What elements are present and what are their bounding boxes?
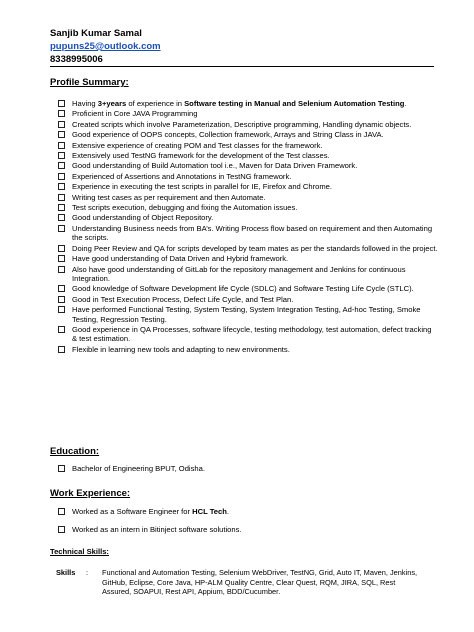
bullet-box-icon bbox=[58, 508, 65, 515]
bullet-box-icon bbox=[58, 285, 65, 292]
list-item bbox=[58, 244, 438, 253]
header-divider bbox=[50, 66, 434, 67]
bullet-box-icon bbox=[58, 225, 65, 232]
list-item bbox=[58, 203, 438, 212]
bullet-box-icon bbox=[58, 204, 65, 211]
list-item-text: Good experience in QA Processes, software lifecycle, testing methodology, test automation, defect tracking & test estimation. bbox=[72, 324, 432, 344]
bullet-box-icon bbox=[58, 526, 65, 533]
list-item bbox=[58, 305, 438, 324]
list-item bbox=[58, 193, 438, 202]
list-item-text: Good understanding of Object Repository. bbox=[72, 213, 214, 223]
list-item bbox=[58, 265, 438, 284]
list-item-text: Extensive experience of creating POM and Test classes for the framework. bbox=[72, 140, 323, 150]
bullet-box-icon bbox=[58, 183, 65, 190]
list-item-text: Experienced of Assertions and Annotations in TestNG framework. bbox=[72, 171, 292, 181]
work-item-intern: Worked as an intern in Bitinject software solutions. bbox=[72, 525, 242, 535]
skills-value: Functional and Automation Testing, Selenium WebDriver, TestNG, Grid, Auto IT, Maven, Jenkins, GitHub, Eclipse, Core Java, HP-ALM Quality Centre, Clear Quest, RQM, JIRA, SQL, Rest Assured, SOAPUI, Rest API, Appium, BDD/Cucumber. bbox=[102, 568, 418, 597]
email-link[interactable]: pupuns25@outlook.com bbox=[50, 41, 161, 52]
list-item bbox=[58, 141, 438, 150]
list-item bbox=[58, 224, 438, 243]
list-item bbox=[58, 213, 438, 222]
list-item bbox=[58, 182, 438, 191]
work-item-hcl: Worked as a Software Engineer for HCL Tech. bbox=[72, 507, 230, 516]
bullet-box-icon bbox=[58, 255, 65, 262]
list-item-text: Writing test cases as per requirement and then Automate. bbox=[72, 192, 266, 202]
bullet-box-icon bbox=[58, 100, 65, 107]
bullet-box-icon bbox=[58, 131, 65, 138]
bullet-box-icon bbox=[58, 306, 65, 313]
list-item-text: Extensively used TestNG framework for the development of the Test classes. bbox=[72, 151, 330, 161]
skills-colon: : bbox=[86, 568, 89, 577]
bullet-box-icon bbox=[58, 173, 65, 180]
bullet-box-icon bbox=[58, 266, 65, 273]
list-item bbox=[58, 161, 438, 170]
list-item-text: Have good understanding of Data Driven and Hybrid framework. bbox=[72, 254, 289, 264]
list-item bbox=[58, 172, 438, 181]
list-item bbox=[58, 130, 438, 139]
profile-summary-list bbox=[58, 99, 438, 355]
list-item-text: Test scripts execution, debugging and fixing the Automation issues. bbox=[72, 203, 298, 213]
bullet-box-icon bbox=[58, 245, 65, 252]
list-item-text: Good understanding of Build Automation tool i.e., Maven for Data Driven Framework. bbox=[72, 161, 358, 171]
list-item bbox=[58, 254, 438, 263]
list-item bbox=[58, 151, 438, 160]
profile-summary-heading: Profile Summary: bbox=[50, 77, 129, 88]
contact-header bbox=[50, 27, 161, 66]
bullet-box-icon bbox=[58, 142, 65, 149]
bullet-box-icon bbox=[58, 214, 65, 221]
bullet-box-icon bbox=[58, 346, 65, 353]
bullet-box-icon bbox=[58, 296, 65, 303]
list-item bbox=[58, 507, 438, 516]
list-item-text: Also have good understanding of GitLab for the repository management and Jenkins for continuous Integration. bbox=[72, 264, 406, 283]
list-item bbox=[58, 120, 438, 129]
list-item-text: Have performed Functional Testing, System Testing, System Integration Testing, Ad-hoc Testing, Smoke Testing, Regression Testing. bbox=[72, 305, 421, 324]
technical-skills-heading: Technical Skills: bbox=[50, 547, 109, 556]
list-item bbox=[58, 345, 438, 354]
phone-number: 8338995006 bbox=[50, 54, 103, 65]
bullet-box-icon bbox=[58, 194, 65, 201]
bullet-box-icon bbox=[58, 465, 65, 472]
candidate-name: Sanjib Kumar Samal bbox=[50, 28, 142, 39]
list-item bbox=[58, 284, 438, 293]
list-item-text: Good knowledge of Software Development life Cycle (SDLC) and Software Testing Life Cycle (STLC). bbox=[72, 284, 414, 294]
education-list bbox=[58, 464, 438, 474]
list-item-text: Proficient in Core JAVA Programming bbox=[72, 109, 198, 119]
list-item bbox=[58, 99, 438, 108]
list-item bbox=[58, 525, 438, 534]
bullet-box-icon bbox=[58, 121, 65, 128]
skills-row bbox=[56, 568, 426, 597]
bullet-box-icon bbox=[58, 152, 65, 159]
list-item-text: Flexible in learning new tools and adapting to new environments. bbox=[72, 344, 290, 354]
list-item bbox=[58, 325, 438, 344]
list-item-text: Good experience of OOPS concepts, Collection framework, Arrays and String Class in JAVA. bbox=[72, 130, 384, 140]
work-experience-heading: Work Experience: bbox=[50, 488, 131, 499]
list-item bbox=[58, 109, 438, 118]
bullet-box-icon bbox=[58, 326, 65, 333]
bullet-box-icon bbox=[58, 110, 65, 117]
list-item bbox=[58, 295, 438, 304]
list-item-text: Experience in executing the test scripts in parallel for IE, Firefox and Chrome. bbox=[72, 182, 332, 192]
education-heading: Education: bbox=[50, 446, 100, 457]
list-item-text: Doing Peer Review and QA for scripts developed by team mates as per the standards followed in the project. bbox=[72, 243, 438, 253]
education-item: Bachelor of Engineering BPUT, Odisha. bbox=[72, 464, 205, 473]
list-item-text: Having 3+years of experience in Software testing in Manual and Selenium Automation Testing. bbox=[72, 99, 407, 108]
skills-label: Skills bbox=[56, 568, 76, 577]
list-item-text: Good in Test Execution Process, Defect Life Cycle, and Test Plan. bbox=[72, 294, 294, 304]
list-item-text: Understanding Business needs from BA’s. Writing Process flow based on requirement and then Automating the scripts. bbox=[72, 223, 433, 243]
list-item-text: Created scripts which involve Parameterization, Descriptive programming, Handling dynamic objects. bbox=[72, 119, 412, 129]
bullet-box-icon bbox=[58, 162, 65, 169]
list-item bbox=[58, 464, 438, 473]
work-experience-list bbox=[58, 507, 438, 536]
